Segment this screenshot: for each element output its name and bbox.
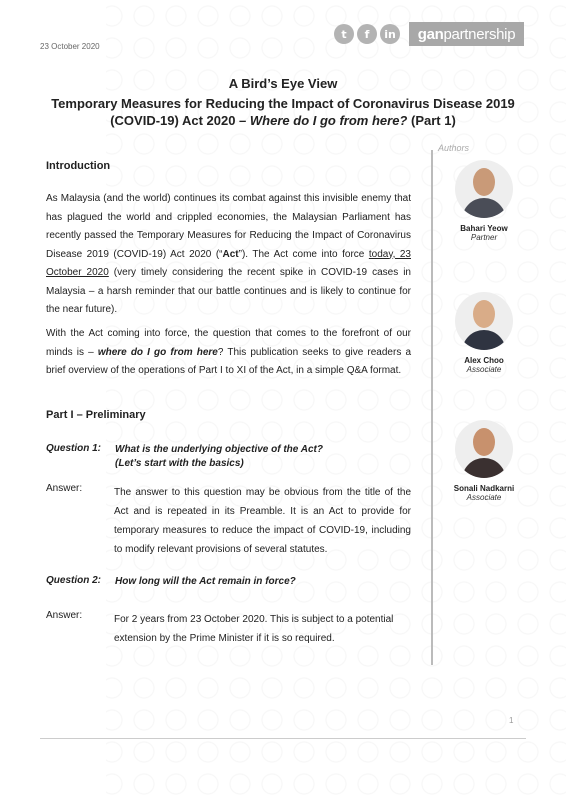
section-heading-part-1: Part I – Preliminary — [46, 409, 146, 421]
answer-label: Answer: — [46, 610, 83, 621]
footer-divider — [40, 738, 526, 739]
question-label: Question 1: — [46, 443, 102, 454]
avatar — [455, 160, 513, 218]
facebook-icon[interactable]: f — [357, 24, 377, 44]
document-title — [40, 76, 526, 129]
author-role: Associate — [466, 365, 502, 374]
page-number: 1 — [509, 716, 514, 725]
author-card — [440, 420, 528, 502]
publication-date: 23 October 2020 — [40, 42, 100, 51]
question-text: How long will the Act remain in force? — [115, 576, 296, 587]
author-name: Bahari Yeow — [460, 224, 508, 233]
logo-text-bold: gan — [417, 25, 444, 43]
answer-text: The answer to this question may be obvious from the title of the Act and is repeated in its Preamble. It is an Act to provide for temporary measures to reduce the impact of COVID-19, including to modify relevant provisions of several statutes. — [114, 487, 411, 555]
title-line-2: Temporary Measures for Reducing the Impact of Coronavirus Disease 2019 (COVID-19) Act 2020 – Where do I go from here? (Part 1) — [51, 96, 515, 128]
intro-paragraph-2: With the Act coming into force, the question that comes to the forefront of our minds is – where do I go from here? This publication seeks to give readers a brief overview of the operations of Part I to XI of the Act, in a simple Q&A format. — [46, 328, 412, 376]
gan-partnership-logo[interactable] — [409, 22, 524, 46]
author-role: Associate — [466, 493, 502, 502]
answer-text: For 2 years from 23 October 2020. This is subject to a potential extension by the Prime Minister if it is so required. — [114, 614, 394, 644]
avatar — [455, 292, 513, 350]
title-line-1: A Bird’s Eye View — [228, 76, 338, 91]
intro-paragraph-1: As Malaysia (and the world) continues its combat against this invisible enemy that has plagued the world and crippled economies, the Malaysian Parliament has recently passed the Temporary Measures for Reducing the Impact of Coronavirus Disease 2019 (COVID-19) Act 2020 (“Act”). The Act come into force today, 23 October 2020 (very timely considering the recent spike in COVID-19 cases in Malaysia – a harsh reminder that our battle continues and is likely to continue for the near future). — [46, 193, 411, 315]
authors-divider — [431, 150, 433, 665]
avatar — [455, 420, 513, 478]
author-name: Alex Choo — [464, 356, 504, 365]
author-role: Partner — [470, 233, 498, 242]
answer-label: Answer: — [46, 483, 83, 494]
author-card — [440, 160, 528, 242]
author-card — [440, 292, 528, 374]
section-heading-introduction: Introduction — [46, 160, 111, 172]
question-text: What is the underlying objective of the Act? (Let’s start with the basics) — [115, 444, 323, 469]
author-name: Sonali Nadkarni — [453, 484, 515, 493]
logo-text: partnership — [443, 25, 516, 43]
question-label: Question 2: — [46, 575, 102, 586]
twitter-icon[interactable]: t — [334, 24, 354, 44]
linkedin-icon[interactable]: in — [380, 24, 400, 44]
authors-label: Authors — [438, 143, 470, 153]
social-links — [334, 24, 400, 44]
